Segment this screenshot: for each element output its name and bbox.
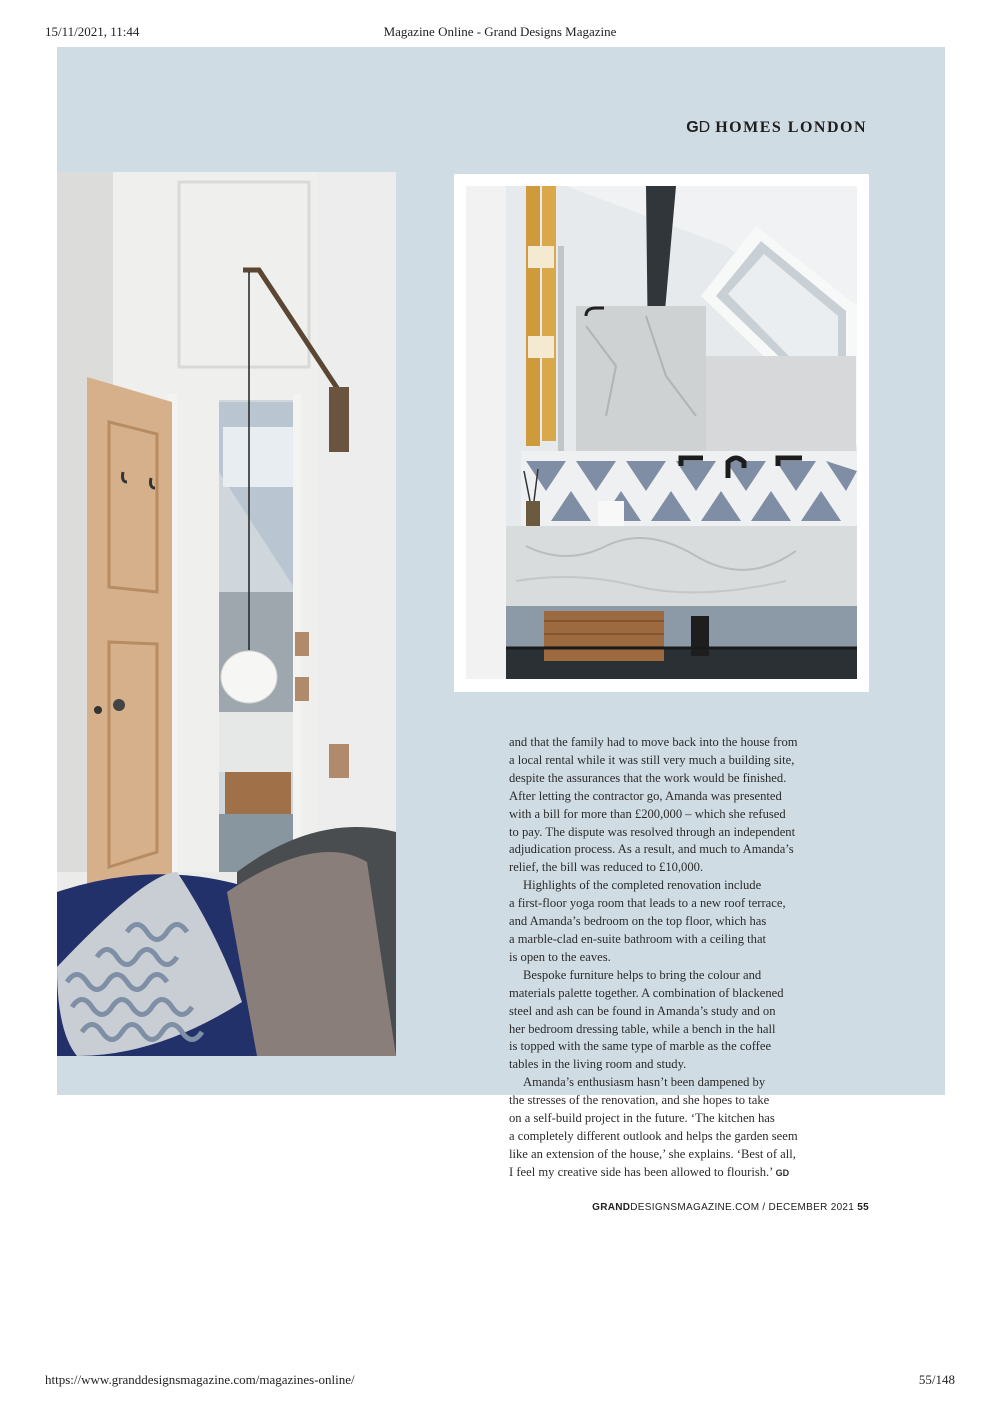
folio-brand-rest: DESIGNSMAGAZINE.COM / DECEMBER 2021 [630, 1202, 855, 1213]
section-label-text: HOMES LONDON [715, 119, 867, 136]
gd-end-mark: GD [775, 1167, 790, 1178]
print-datetime: 15/11/2021, 11:44 [45, 24, 140, 39]
text-line: a first-floor yoga room that leads to a new roof terrace, [509, 896, 786, 911]
bedroom-photo-illustration [57, 172, 396, 1056]
text-line: relief, the bill was reduced to £10,000. [509, 860, 704, 875]
text-line: to pay. The dispute was resolved through an independent [509, 824, 796, 839]
text-line: a local rental while it was still very much a building site, [509, 752, 795, 767]
article-paragraph-4 [509, 1074, 819, 1182]
text-line: After letting the contractor go, Amanda was presented [509, 788, 782, 803]
print-footer [0, 1372, 1000, 1390]
text-line: despite the assurances that the work would be finished. [509, 770, 787, 785]
print-url: https://www.granddesignsmagazine.com/magazines-online/ [45, 1372, 355, 1387]
text-line: tables in the living room and study. [509, 1057, 687, 1072]
print-page-count: 55/148 [918, 1372, 955, 1387]
marble-ensuite-bathroom-photo [466, 186, 857, 679]
bedroom-door-wall-light-photo [57, 172, 396, 1056]
article-paragraph-3 [509, 967, 819, 1074]
text-line: and that the family had to move back into the house from [509, 735, 798, 749]
text-line: a marble-clad en-suite bathroom with a ceiling that [509, 931, 767, 946]
photo-right-frame [454, 174, 869, 692]
text-line-content: I feel my creative side has been allowed to flourish.’ [509, 1164, 773, 1179]
text-line: steel and ash can be found in Amanda’s study and on [509, 1003, 776, 1018]
article-paragraph-1 [509, 734, 819, 877]
article-paragraph-2 [509, 877, 819, 967]
text-line: a completely different outlook and helps the garden seem [509, 1128, 798, 1143]
article-body [509, 734, 819, 1183]
text-line: Amanda’s enthusiasm hasn’t been dampened by [523, 1075, 766, 1090]
text-line [509, 1164, 819, 1183]
folio [592, 1202, 869, 1213]
text-line: adjudication process. As a result, and much to Amanda’s [509, 842, 794, 857]
text-line: the stresses of the renovation, and she hopes to take [509, 1093, 770, 1108]
text-line: her bedroom dressing table, while a bench in the hall [509, 1021, 776, 1036]
text-line: with a bill for more than £200,000 – which she refused [509, 806, 786, 821]
gd-logo-g: G [686, 119, 699, 136]
text-line: like an extension of the house,’ she explains. ‘Best of all, [509, 1146, 796, 1161]
text-line: materials palette together. A combination of blackened [509, 985, 784, 1000]
text-line: on a self-build project in the future. ‘The kitchen has [509, 1111, 775, 1126]
folio-page-number: 55 [857, 1202, 869, 1213]
text-line: is topped with the same type of marble as the coffee [509, 1039, 772, 1054]
text-line: is open to the eaves. [509, 949, 611, 964]
folio-brand-bold: GRAND [592, 1202, 631, 1213]
print-page-title: Magazine Online - Grand Designs Magazine [383, 24, 617, 39]
text-line: Bespoke furniture helps to bring the colour and [523, 967, 762, 982]
text-line: and Amanda’s bedroom on the top floor, which has [509, 914, 767, 929]
section-label [686, 119, 867, 137]
text-line: Highlights of the completed renovation include [523, 878, 762, 893]
gd-logo-d: D [698, 119, 711, 136]
print-header [0, 24, 1000, 42]
bathroom-photo-illustration [466, 186, 857, 679]
